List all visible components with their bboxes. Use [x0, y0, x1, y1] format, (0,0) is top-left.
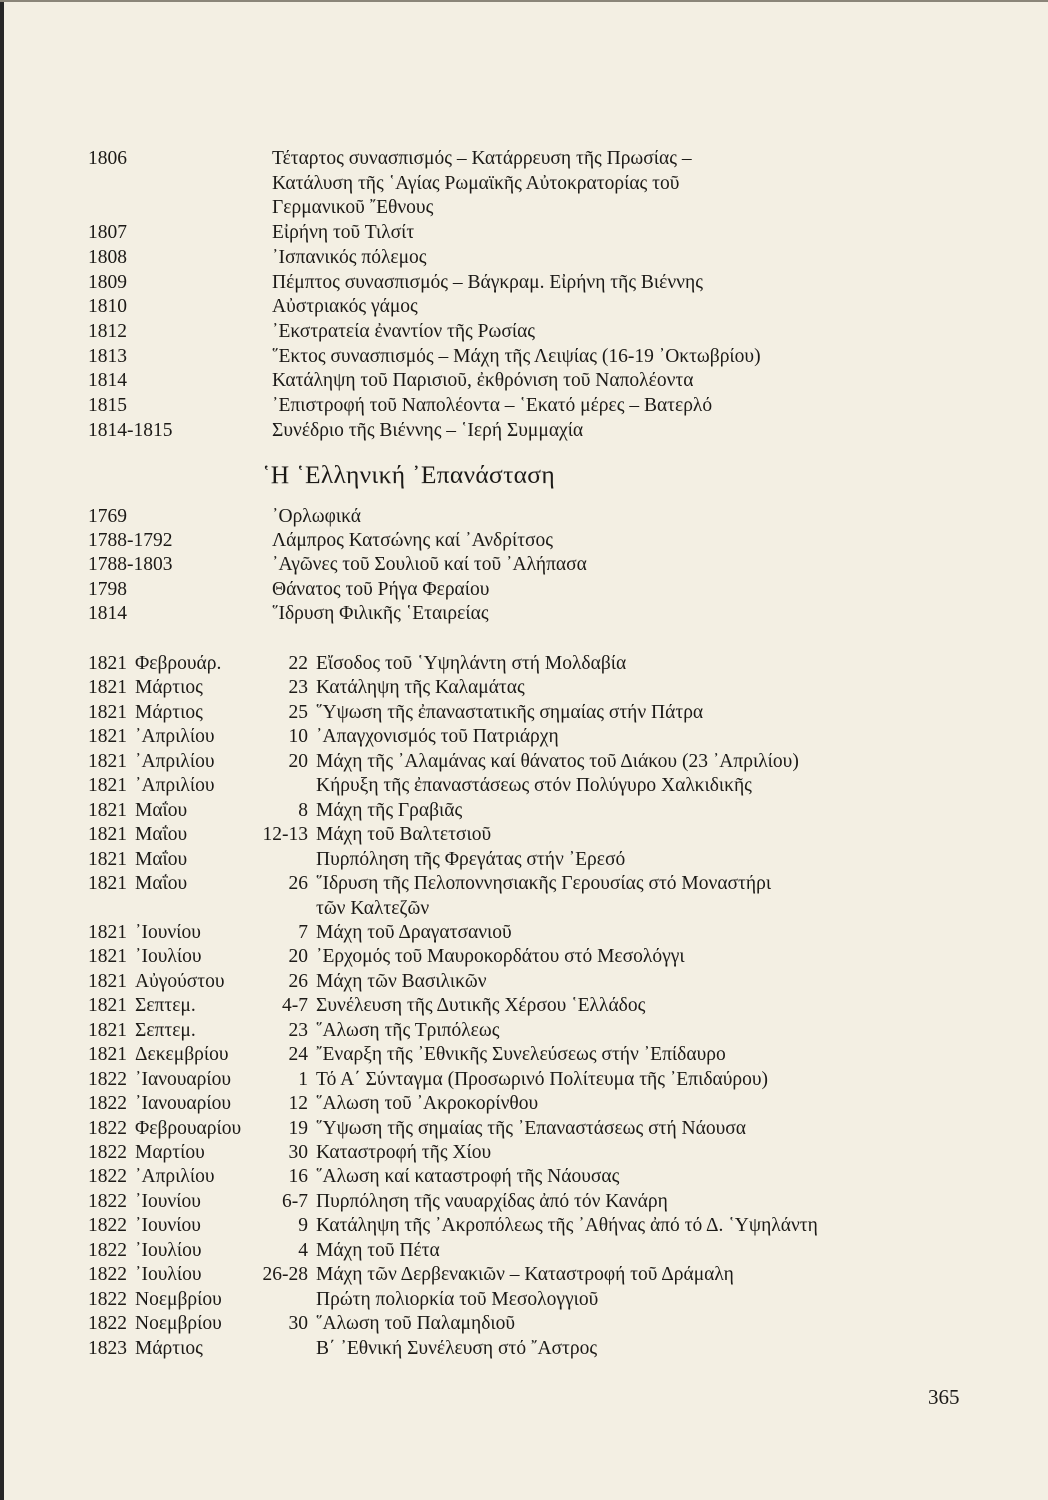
entry-year: 1822	[88, 1264, 127, 1286]
entry-event: Συνέλευση τῆς Δυτικῆς Χέρσου ῾Ελλάδος	[316, 995, 646, 1017]
page-number: 365	[928, 1385, 960, 1409]
entry-month: Μάρτιος	[135, 1337, 203, 1359]
entry-day: 26-28	[262, 1264, 308, 1286]
entry-year: 1810	[88, 296, 127, 318]
entry-month: Σεπτεμ.	[135, 995, 196, 1017]
entry-event: τῶν Καλτεζῶν	[316, 897, 430, 919]
entry-year: 1806	[88, 148, 127, 169]
entry-month: ᾿Απριλίου	[135, 750, 215, 772]
entry-month: Νοεμβρίου	[135, 1288, 222, 1310]
entry-year: 1821	[88, 1044, 127, 1066]
entry-text: Αὐστριακός γάμος	[272, 296, 418, 318]
entry-year: 1822	[88, 1215, 127, 1237]
entry-month: ᾿Ιουλίου	[135, 1264, 202, 1286]
entry-event: Τό Α΄ Σύνταγμα (Προσωρινό Πολίτευμα τῆς ᾿Επιδαύρου)	[316, 1068, 769, 1090]
entry-event: ῞Υψωση τῆς σημαίας τῆς ᾿Επαναστάσεως στή Νάουσα	[316, 1117, 746, 1139]
entry-year: 1822	[88, 1190, 127, 1212]
entry-text: Εἰρήνη τοῦ Τιλσίτ	[272, 222, 415, 244]
entry-event: Πρώτη πολιορκία τοῦ Μεσολογγιοῦ	[316, 1288, 599, 1310]
entry-year: 1822	[88, 1117, 127, 1139]
entry-month: Νοεμβρίου	[135, 1313, 222, 1335]
entry-text: Τέταρτος συνασπισμός – Κατάρρευση τῆς Πρωσίας –	[272, 148, 692, 169]
entry-event: ᾿Απαγχονισμός τοῦ Πατριάρχη	[316, 726, 559, 748]
page-spine-edge	[0, 0, 4, 1500]
entry-day: 30	[288, 1142, 308, 1163]
entry-text: ᾿Εκστρατεία ἐναντίον τῆς Ρωσίας	[272, 320, 536, 342]
entry-day: 30	[288, 1313, 308, 1335]
entry-year: 1809	[88, 271, 127, 293]
entry-text: ᾿Αγῶνες τοῦ Σουλιοῦ καί τοῦ ᾿Αλήπασα	[272, 554, 587, 576]
entry-text: ῞Εκτος συνασπισμός – Μάχη τῆς Λειψίας (16-19 ᾿Οκτωβρίου)	[272, 345, 761, 367]
entry-day: 23	[288, 677, 308, 699]
entry-text: Λάμπρος Κατσώνης καί ᾿Ανδρίτσος	[272, 530, 554, 552]
entry-day: 7	[298, 921, 308, 943]
entry-month: Μαΐου	[135, 799, 188, 821]
entry-event: Μάχη τῶν Βασιλικῶν	[316, 970, 487, 992]
entry-year: 1788-1803	[88, 554, 173, 576]
entry-year: 1821	[88, 1019, 127, 1041]
entry-year: 1814	[88, 370, 127, 392]
entry-day: 8	[298, 799, 308, 821]
entry-event: ῞Υψωση τῆς ἐπαναστατικῆς σημαίας στήν Πάτρα	[316, 701, 704, 723]
entry-year: 1814	[88, 602, 127, 624]
entry-year: 1788-1792	[88, 530, 173, 552]
entry-day: 25	[288, 701, 308, 723]
entry-day: 23	[288, 1019, 308, 1041]
entry-event: Β΄ ᾿Εθνική Συνέλευση στό ῎Αστρος	[316, 1337, 598, 1359]
entry-year: 1821	[88, 701, 127, 723]
entry-day: 12-13	[262, 824, 308, 846]
entry-day: 4	[298, 1239, 308, 1261]
entry-year: 1821	[88, 873, 127, 895]
entry-year: 1821	[88, 921, 127, 943]
entry-day: 4-7	[282, 995, 308, 1017]
entry-month: ᾿Απριλίου	[135, 726, 215, 748]
entry-event: Μάχη τῆς ᾿Αλαμάνας καί θάνατος τοῦ Διάκου (23 ᾿Απριλίου)	[316, 750, 799, 772]
entry-event: ᾿Ερχομός τοῦ Μαυροκορδάτου στό Μεσολόγγι	[316, 946, 685, 968]
page-top-edge	[0, 0, 1048, 2]
entry-event: Πυρπόληση τῆς Φρεγάτας στήν ᾿Ερεσό	[316, 848, 626, 870]
entry-text: Γερμανικοῦ ῎Εθνους	[272, 197, 434, 219]
entry-event: Μάχη τοῦ Βαλτετσιοῦ	[316, 824, 492, 846]
entry-event: Μάχη τῆς Γραβιᾶς	[316, 799, 463, 821]
entry-year: 1822	[88, 1142, 127, 1163]
entry-text: Θάνατος τοῦ Ρήγα Φεραίου	[272, 578, 490, 600]
entry-month: ᾿Απριλίου	[135, 775, 215, 797]
entry-month: ᾿Ιανουαρίου	[135, 1068, 232, 1090]
entry-month: Φεβρουαρίου	[135, 1117, 242, 1139]
entry-month: ᾿Απριλίου	[135, 1166, 215, 1188]
entry-year: 1812	[88, 320, 127, 342]
entry-year: 1821	[88, 799, 127, 821]
entry-text: Κατάληψη τοῦ Παρισιοῦ, ἐκθρόνιση τοῦ Ναπολέοντα	[272, 370, 694, 392]
entry-year: 1821	[88, 677, 127, 699]
entry-year: 1821	[88, 750, 127, 772]
entry-day: 26	[288, 873, 308, 895]
entry-month: Μαΐου	[135, 824, 188, 846]
entry-month: Μαΐου	[135, 873, 188, 895]
entry-day: 1	[298, 1068, 308, 1090]
section-title: ῾Η ῾Ελληνική ᾿Επανάσταση	[262, 460, 555, 489]
entry-event: Πυρπόληση τῆς ναυαρχίδας ἀπό τόν Κανάρη	[316, 1190, 668, 1212]
entry-text: ᾿Επιστροφή τοῦ Ναπολέοντα – ῾Εκατό μέρες – Βατερλό	[272, 395, 713, 416]
entry-year: 1821	[88, 970, 127, 992]
entry-event: Κήρυξη τῆς ἐπαναστάσεως στόν Πολύγυρο Χαλκιδικῆς	[316, 775, 752, 797]
entry-month: ᾿Ιανουαρίου	[135, 1093, 232, 1115]
entry-text: Συνέδριο τῆς Βιέννης – ῾Ιερή Συμμαχία	[272, 419, 584, 441]
entry-year: 1821	[88, 995, 127, 1017]
entry-event: ῞Αλωση τοῦ Παλαμηδιοῦ	[316, 1313, 516, 1335]
entry-month: ᾿Ιουλίου	[135, 1239, 202, 1261]
entry-event: Μάχη τῶν Δερβενακιῶν – Καταστροφή τοῦ Δράμαλη	[316, 1264, 734, 1286]
entry-year: 1798	[88, 578, 127, 600]
entry-text: ῞Ιδρυση Φιλικῆς ῾Εταιρείας	[272, 602, 489, 624]
entry-year: 1821	[88, 824, 127, 846]
entry-year: 1822	[88, 1313, 127, 1335]
entry-day: 26	[288, 970, 308, 992]
entry-event: Καταστροφή τῆς Χίου	[316, 1142, 492, 1163]
entry-event: ῞Αλωση καί καταστροφή τῆς Νάουσας	[316, 1166, 620, 1188]
entry-month: Μαρτίου	[135, 1142, 205, 1163]
entry-event: Εἴσοδος τοῦ ῾Υψηλάντη στή Μολδαβία	[316, 653, 627, 674]
entry-year: 1813	[88, 345, 127, 367]
entry-day: 19	[288, 1117, 308, 1139]
entry-year: 1822	[88, 1093, 127, 1115]
entry-year: 1823	[88, 1337, 127, 1359]
entry-year: 1807	[88, 222, 127, 244]
entry-event: Κατάληψη τῆς ᾿Ακροπόλεως τῆς ᾿Αθήνας ἀπό τό Δ. ῾Υψηλάντη	[316, 1215, 818, 1237]
entry-month: Μάρτιος	[135, 701, 203, 723]
entry-event: ῞Ιδρυση τῆς Πελοποννησιακῆς Γερουσίας στό Μοναστήρι	[316, 873, 772, 895]
entry-text: ᾿Ισπανικός πόλεμος	[272, 246, 427, 268]
entry-year: 1821	[88, 775, 127, 797]
entry-day: 10	[288, 726, 308, 748]
entry-month: Φεβρουάρ.	[135, 653, 222, 674]
entry-event: Κατάληψη τῆς Καλαμάτας	[316, 677, 525, 699]
entry-year: 1822	[88, 1288, 127, 1310]
entry-event: ῎Εναρξη τῆς ᾿Εθνικῆς Συνελεύσεως στήν ᾿Επίδαυρο	[316, 1044, 726, 1066]
entry-event: Μάχη τοῦ Δραγατσανιοῦ	[316, 921, 512, 943]
entry-month: Δεκεμβρίου	[135, 1044, 229, 1066]
entry-year: 1821	[88, 946, 127, 968]
entry-month: ᾿Ιουλίου	[135, 946, 202, 968]
entry-month: Αὐγούστου	[135, 970, 225, 992]
entry-day: 24	[288, 1044, 308, 1066]
entry-month: Σεπτεμ.	[135, 1019, 196, 1041]
entry-month: ᾿Ιουνίου	[135, 1215, 201, 1237]
entry-month: ᾿Ιουνίου	[135, 921, 201, 943]
entry-month: Μάρτιος	[135, 677, 203, 699]
entry-day: 20	[288, 750, 308, 772]
entry-month: Μαΐου	[135, 848, 188, 870]
entry-year: 1814-1815	[88, 419, 173, 441]
entry-day: 22	[288, 653, 308, 674]
entry-year: 1822	[88, 1068, 127, 1090]
entry-text: ᾿Ορλωφικά	[272, 506, 361, 527]
entry-year: 1815	[88, 395, 127, 416]
entry-day: 20	[288, 946, 308, 968]
entry-year: 1821	[88, 726, 127, 748]
entry-event: ῞Αλωση τοῦ ᾿Ακροκορίνθου	[316, 1093, 539, 1115]
entry-year: 1822	[88, 1239, 127, 1261]
entry-day: 12	[288, 1093, 308, 1115]
entry-year: 1808	[88, 246, 127, 268]
entry-day: 16	[288, 1166, 308, 1188]
entry-event: ῞Αλωση τῆς Τριπόλεως	[316, 1019, 500, 1041]
entry-month: ᾿Ιουνίου	[135, 1190, 201, 1212]
entry-text: Κατάλυση τῆς ῾Αγίας Ρωμαϊκῆς Αὐτοκρατορίας τοῦ	[272, 172, 680, 194]
entry-event: Μάχη τοῦ Πέτα	[316, 1239, 440, 1261]
entry-day: 9	[298, 1215, 308, 1237]
entry-year: 1769	[88, 506, 127, 527]
entry-year: 1821	[88, 848, 127, 870]
entry-text: Πέμπτος συνασπισμός – Βάγκραμ. Εἰρήνη τῆς Βιέννης	[272, 271, 703, 293]
entry-year: 1822	[88, 1166, 127, 1188]
entry-day: 6-7	[282, 1190, 308, 1212]
entry-year: 1821	[88, 653, 127, 674]
